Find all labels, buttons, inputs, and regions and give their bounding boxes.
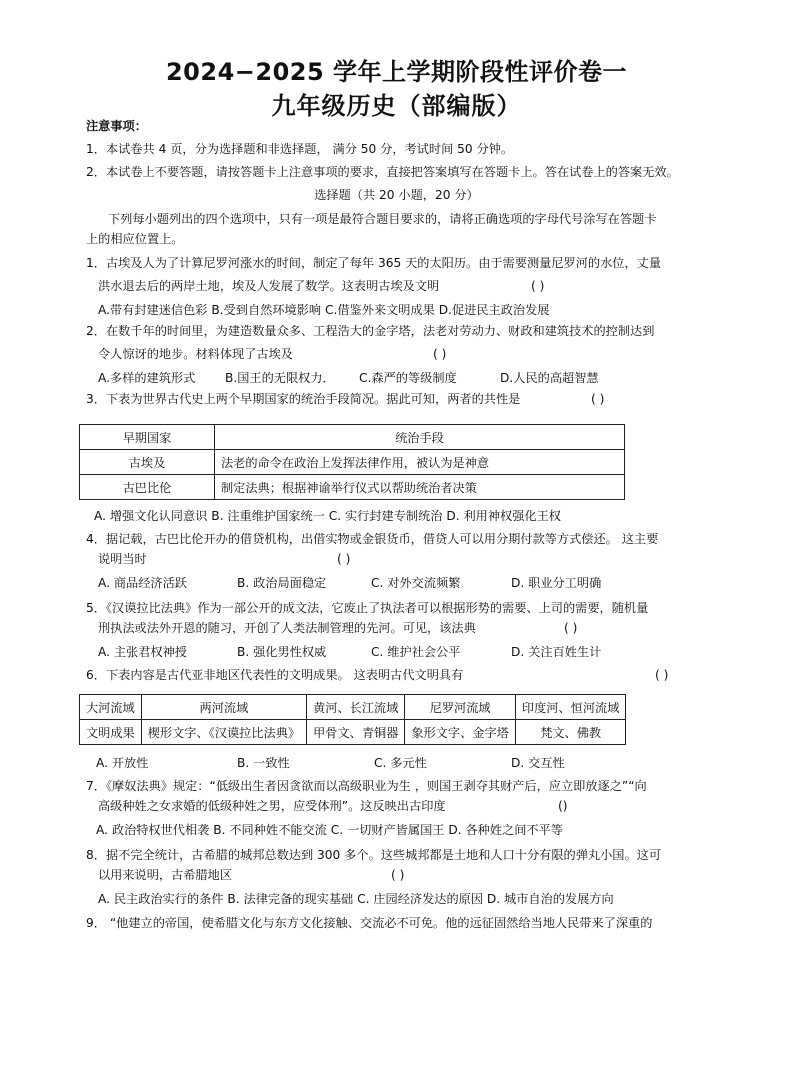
page-title-line-2: 九年级历史（部编版） (271, 92, 522, 120)
question-4-stem: 4．据记载，古巴比伦开办的借贷机构，出借实物或金银货币，借贷人可以用分期付款等方式偿还。 这主要 (86, 532, 659, 546)
question-7-stem-cont: 高级种姓之女求婚的低级种姓之男，应受体刑”。这反映出古印度 (98, 799, 446, 813)
table-cell: 两河流域 (141, 695, 306, 720)
question-7-bracket: () (558, 799, 568, 813)
question-8-stem: 8．据不完全统计，古希腊的城邦总数达到 300 多个。这些城邦都是土地和人口十分有限的弹丸小国。这可 (86, 848, 662, 862)
table-cell: 象形文字、金字塔 (405, 720, 516, 745)
table-cell: 梵文、佛教 (515, 720, 626, 745)
question-1-options: A.带有封建迷信色彩 B.受到自然环境影响 C.借鉴外来文明成果 D.促进民主政治发展 (98, 303, 550, 317)
table-header-cell: 统治手段 (215, 425, 625, 450)
question-6-option-a: A. 开放性 (96, 756, 149, 770)
section-instructions-cont: 上的相应位置上。 (86, 232, 184, 246)
question-7-stem: 7．《摩奴法典》规定：“低级出生者因贪欲而以高级职业为生 ，则国王剥夺其财产后，应立即放逐之”“向 (86, 779, 647, 793)
question-8-bracket: ( ) (391, 868, 405, 882)
question-7-options: A. 政治特权世代相袭 B. 不同种姓不能交流 C. 一切财产皆属国王 D. 各种姓之间不平等 (96, 823, 563, 837)
question-6-option-c: C. 多元性 (374, 756, 427, 770)
question-5-bracket: ( ) (564, 621, 578, 635)
notice-label: 注意事项： (86, 119, 147, 133)
question-5-option-b: B. 强化男性权威 (237, 645, 327, 659)
question-4-option-d: D. 职业分工明确 (511, 576, 602, 590)
notice-item-2: 2．本试卷上不要答题，请按答题卡上注意事项的要求，直接把答案填写在答题卡上。答在试卷上的答案无效。 (86, 165, 679, 179)
table-cell: 尼罗河流域 (405, 695, 516, 720)
question-3-stem: 3．下表为世界古代史上两个早期国家的统治手段简况。据此可知，两者的共性是 (86, 392, 521, 406)
question-2-stem-cont: 令人惊讶的地步。材料体现了古埃及 (98, 347, 293, 361)
question-4-bracket: ( ) (337, 552, 351, 566)
question-2-bracket: ( ) (433, 347, 447, 361)
table-cell: 楔形文字、《汉谟拉比法典》 (141, 720, 306, 745)
question-4-option-c: C. 对外交流频繁 (371, 576, 461, 590)
question-6-option-b: B. 一致性 (237, 756, 290, 770)
table-cell: 古巴比伦 (80, 475, 215, 500)
question-5-option-c: C. 维护社会公平 (371, 645, 461, 659)
section-title: 选择题（共 20 小题，20 分） (314, 188, 479, 202)
question-9-stem: 9． “他建立的帝国，使希腊文化与东方文化接触、交流必不可免。他的远征固然给当地人民带来了深重的 (86, 916, 653, 930)
page-title-line-1: 2024−2025 学年上学期阶段性评价卷一 (165, 58, 628, 86)
table-cell: 黄河、长江流域 (307, 695, 405, 720)
table-row (80, 450, 625, 475)
section-instructions: 下列每小题列出的四个选项中，只有一项是最符合题目要求的，请将正确选项的字母代号涂写在答题卡 (108, 212, 657, 226)
question-4-option-b: B. 政治局面稳定 (237, 576, 327, 590)
question-5-stem: 5．《汉谟拉比法典》作为一部公开的成文法，它废止了执法者可以根据形势的需要、上司的需要，随机量 (86, 601, 649, 615)
question-3-options: A. 增强文化认同意识 B. 注重维护国家统一 C. 实行封建专制统治 D. 利用神权强化王权 (94, 509, 561, 523)
table-row (80, 425, 625, 450)
question-1-stem: 1．古埃及人为了计算尼罗河涨水的时间，制定了每年 365 天的太阳历。由于需要测量尼罗河的水位，丈量 (86, 256, 662, 270)
question-2-option-b: B.国王的无限权力． (225, 371, 335, 385)
question-6-option-d: D. 交互性 (511, 756, 565, 770)
table-cell: 甲骨文、青铜器 (307, 720, 405, 745)
question-6-stem: 6．下表内容是古代亚非地区代表性的文明成果。 这表明古代文明具有 (86, 668, 464, 682)
question-3-table (79, 424, 625, 500)
question-6-table (79, 694, 626, 745)
question-4-option-a: A. 商品经济活跃 (98, 576, 187, 590)
notice-item-1: 1．本试卷共 4 页，分为选择题和非选择题， 满分 50 分，考试时间 50 分钟。 (86, 142, 514, 156)
question-6-bracket: ( ) (655, 668, 669, 682)
question-2-stem: 2．在数千年的时间里，为建造数量众多、工程浩大的金字塔，法老对劳动力、财政和建筑技术的控制达到 (86, 324, 655, 338)
question-3-bracket: ( ) (591, 392, 605, 406)
question-5-option-a: A. 主张君权神授 (98, 645, 187, 659)
question-2-option-a: A.多样的建筑形式 (98, 371, 196, 385)
table-row (80, 475, 625, 500)
question-1-bracket: ( ) (531, 279, 545, 293)
table-row (80, 695, 626, 720)
table-cell: 法老的命令在政治上发挥法律作用，被认为是神意 (215, 450, 625, 475)
question-1-stem-cont: 洪水退去后的两岸土地，埃及人发展了数学。这表明古埃及文明 (98, 279, 440, 293)
question-2-option-c: C.森严的等级制度 (359, 371, 457, 385)
table-cell: 古埃及 (80, 450, 215, 475)
table-cell: 印度河、恒河流域 (515, 695, 626, 720)
question-5-stem-cont: 刑执法或法外开恩的随习，开创了人类法制管理的先河。可见，该法典 (98, 621, 476, 635)
question-4-stem-cont: 说明当时 (98, 552, 147, 566)
table-cell: 制定法典；根据神谕举行仪式以帮助统治者决策 (215, 475, 625, 500)
table-cell: 大河流域 (80, 695, 142, 720)
question-8-options: A. 民主政治实行的条件 B. 法律完备的现实基础 C. 庄园经济发达的原因 D. 城市自治的发展方向 (98, 892, 614, 906)
question-2-option-d: D.人民的高超智慧 (500, 371, 599, 385)
table-row (80, 720, 626, 745)
table-header-cell: 早期国家 (80, 425, 215, 450)
question-8-stem-cont: 以用来说明，古希腊地区 (98, 868, 233, 882)
question-5-option-d: D. 关注百姓生计 (511, 645, 602, 659)
table-cell: 文明成果 (80, 720, 142, 745)
